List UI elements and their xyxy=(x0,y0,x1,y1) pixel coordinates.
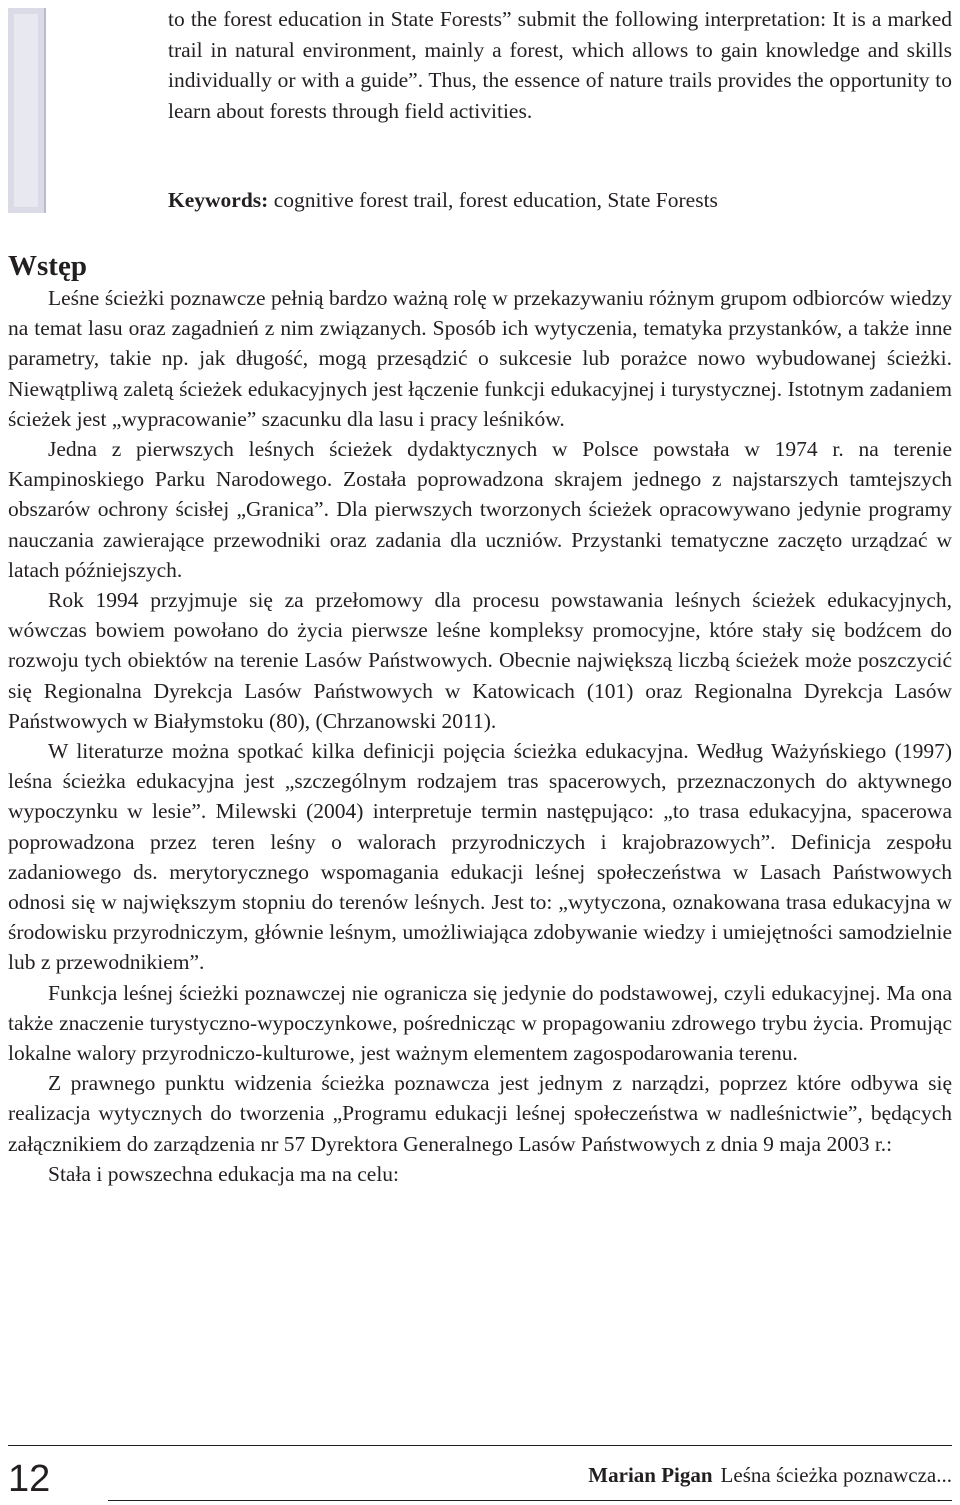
abstract-block xyxy=(168,4,952,126)
paragraph: Leśne ścieżki poznawcze pełnią bardzo ważną rolę w przekazywaniu różnym grupom odbiorców wiedzy na temat lasu oraz zagadnień z nim związanych. Sposób ich wytyczenia, tematyka przystanków, a także inne parametry, takie np. jak długość, mogą przesądzić o sukcesie lub porażce nowo wybudowanej ścieżki. Niewątpliwą zaletą ścieżek edukacyjnych jest łączenie funkcji edukacyjnej i turystycznej. Istotnym zadaniem ścieżek jest „wypracowanie” szacunku dla lasu i pracy leśników. xyxy=(8,286,952,431)
keywords-text: cognitive forest trail, forest education, State Forests xyxy=(268,188,718,212)
footer-underline xyxy=(108,1500,952,1501)
paragraph: Funkcja leśnej ścieżki poznawczej nie ogranicza się jedynie do podstawowej, czyli edukacyjnej. Ma ona także znaczenie turystyczno-wypoczynkowe, pośrednicząc w propagowaniu zdrowego trybu życia. Promując lokalne walory przyrodniczo-kulturowe, jest ważnym elementem zagospodarowania terenu. xyxy=(8,980,952,1066)
running-footer xyxy=(588,1461,952,1489)
footer-author: Marian Pigan xyxy=(588,1463,713,1487)
paragraph: W literaturze można spotkać kilka definicji pojęcia ścieżka edukacyjna. Według Ważyńskiego (1997) leśna ścieżka edukacyjna jest „szczególnym rodzajem tras spacerowych, przeznaczonych do aktywnego wypoczynku w lesie”. Milewski (2004) interpretuje termin następująco: „to trasa edukacyjna, spacerowa poprowadzona przez teren leśny o walorach przyrodniczych i krajobrazowych”. Definicja zespołu zadaniowego ds. merytorycznego wspomagania edukacji leśnej społeczeństwa w Lasach Państwowych odnosi się w największym stopniu do terenów leśnych. Jest to: „wytyczona, oznakowana trasa edukacyjna w środowisku przyrodniczym, głównie leśnym, umożliwiająca zdobywanie wiedzy i umiejętności samodzielnie lub z przewodnikiem”. xyxy=(8,739,952,975)
paragraph: Z prawnego punktu widzenia ścieżka poznawcza jest jednym z narządzi, poprzez które odbywa się realizacja wytycznych do tworzenia „Programu edukacji leśnej społeczeństwa w nadleśnictwie”, będących załącznikiem do zarządzenia nr 57 Dyrektora Generalnego Lasów Państwowych z dnia 9 maja 2003 r.: xyxy=(8,1071,952,1156)
keywords-label: Keywords: xyxy=(168,188,269,212)
paragraph: Stała i powszechna edukacja ma na celu: xyxy=(48,1161,400,1186)
page-number: 12 xyxy=(8,1458,51,1500)
footer-divider xyxy=(8,1445,952,1446)
keywords-line xyxy=(168,185,952,215)
footer-title: Leśna ścieżka poznawcza... xyxy=(720,1463,952,1487)
section-heading: Wstęp xyxy=(8,250,87,282)
abstract-text: to the forest education in State Forests” submit the following interpretation: It is a marked trail in natural environment, mainly a forest, which allows to gain knowledge and skills individually or with a guide”. Thus, the essence of nature trails provides the opportunity to learn about forests through field activities. xyxy=(168,7,952,123)
body-text xyxy=(8,283,952,1189)
paragraph: Jedna z pierwszych leśnych ścieżek dydaktycznych w Polsce powstała w 1974 r. na terenie Kampinoskiego Parku Narodowego. Została poprowadzona skrajem jednego z najstarszych tamtejszych obszarów ochrony ścisłej „Granica”. Dla pierwszych tworzonych ścieżek opracowywano jedynie programy nauczania zawierające przewodniki oraz zadania dla uczniów. Przystanki tematyczne zaczęto urządzać w latach późniejszych. xyxy=(8,437,952,582)
sidebar-decoration-bar xyxy=(8,8,46,213)
paragraph: Rok 1994 przyjmuje się za przełomowy dla procesu powstawania leśnych ścieżek edukacyjnych, wówczas bowiem powołano do życia pierwsze leśne kompleksy promocyjne, które stały się bodźcem do rozwoju tych obiektów na terenie Lasów Państwowych. Obecnie największą liczbą ścieżek może poszczycić się Regionalna Dyrekcja Lasów Państwowych w Katowicach (101) oraz Regionalna Dyrekcja Lasów Państwowych w Białymstoku (80), (Chrzanowski 2011). xyxy=(8,588,952,733)
